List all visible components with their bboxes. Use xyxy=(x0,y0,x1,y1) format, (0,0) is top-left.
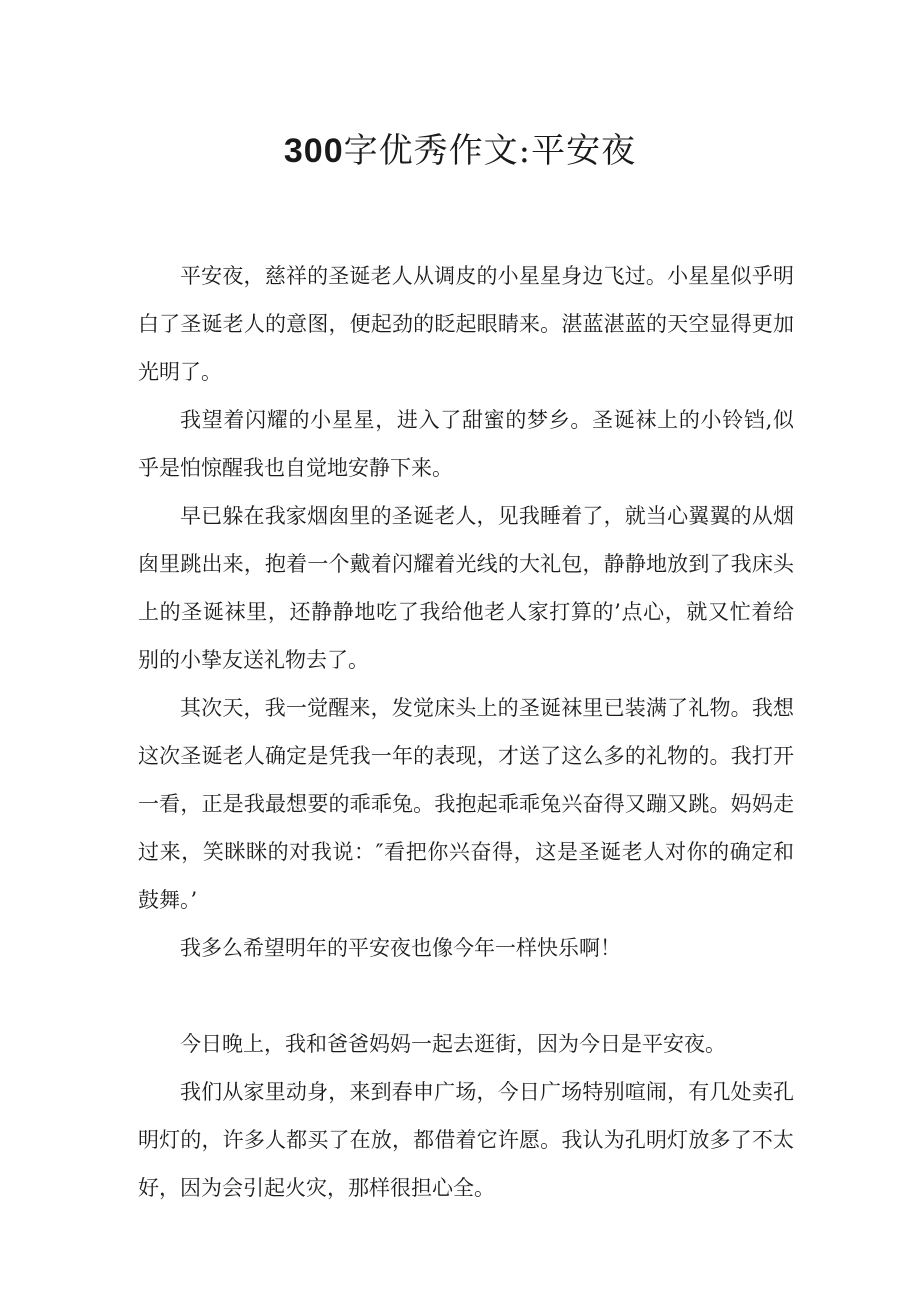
section-gap xyxy=(138,972,794,1020)
paragraph: 我望着闪耀的小星星，进入了甜蜜的梦乡。圣诞袜上的小铃铛,似乎是怕惊醒我也自觉地安静下来。 xyxy=(138,408,794,480)
paragraph: 我们从家里动身，来到春申广场，今日广场特别喧闹，有几处卖孔明灯的，许多人都买了在放，都借着它许愿。我认为孔明灯放多了不太好，因为会引起火灾，那样很担心全。 xyxy=(138,1080,794,1200)
paragraph: 平安夜，慈祥的圣诞老人从调皮的小星星身边飞过。小星星似乎明白了圣诞老人的意图，便起劲的眨起眼睛来。湛蓝湛蓝的天空显得更加光明了。 xyxy=(138,264,794,384)
paragraph: 我多么希望明年的平安夜也像今年一样快乐啊！ xyxy=(180,936,621,960)
paragraph: 今日晚上，我和爸爸妈妈一起去逛街，因为今日是平安夜。 xyxy=(180,1032,726,1056)
title-number: 300 xyxy=(283,132,344,170)
page-title xyxy=(0,128,920,174)
article-body xyxy=(138,252,794,1212)
paragraph: 早已躲在我家烟囱里的圣诞老人，见我睡着了，就当心翼翼的从烟囱里跳出来，抱着一个戴着闪耀着光线的大礼包，静静地放到了我床头上的圣诞袜里，还静静地吃了我给他老人家打算的’点心，就又忙着给别的小挚友送礼物去了。 xyxy=(138,504,794,672)
title-text: 字优秀作文:平安夜 xyxy=(343,131,637,171)
paragraph: 其次天，我一觉醒来，发觉床头上的圣诞袜里已装满了礼物。我想这次圣诞老人确定是凭我一年的表现，才送了这么多的礼物的。我打开一看，正是我最想要的乖乖兔。我抱起乖乖兔兴奋得又蹦又跳。妈妈走过来，笑眯眯的对我说：″看把你兴奋得，这是圣诞老人对你的确定和鼓舞。’ xyxy=(138,696,794,912)
